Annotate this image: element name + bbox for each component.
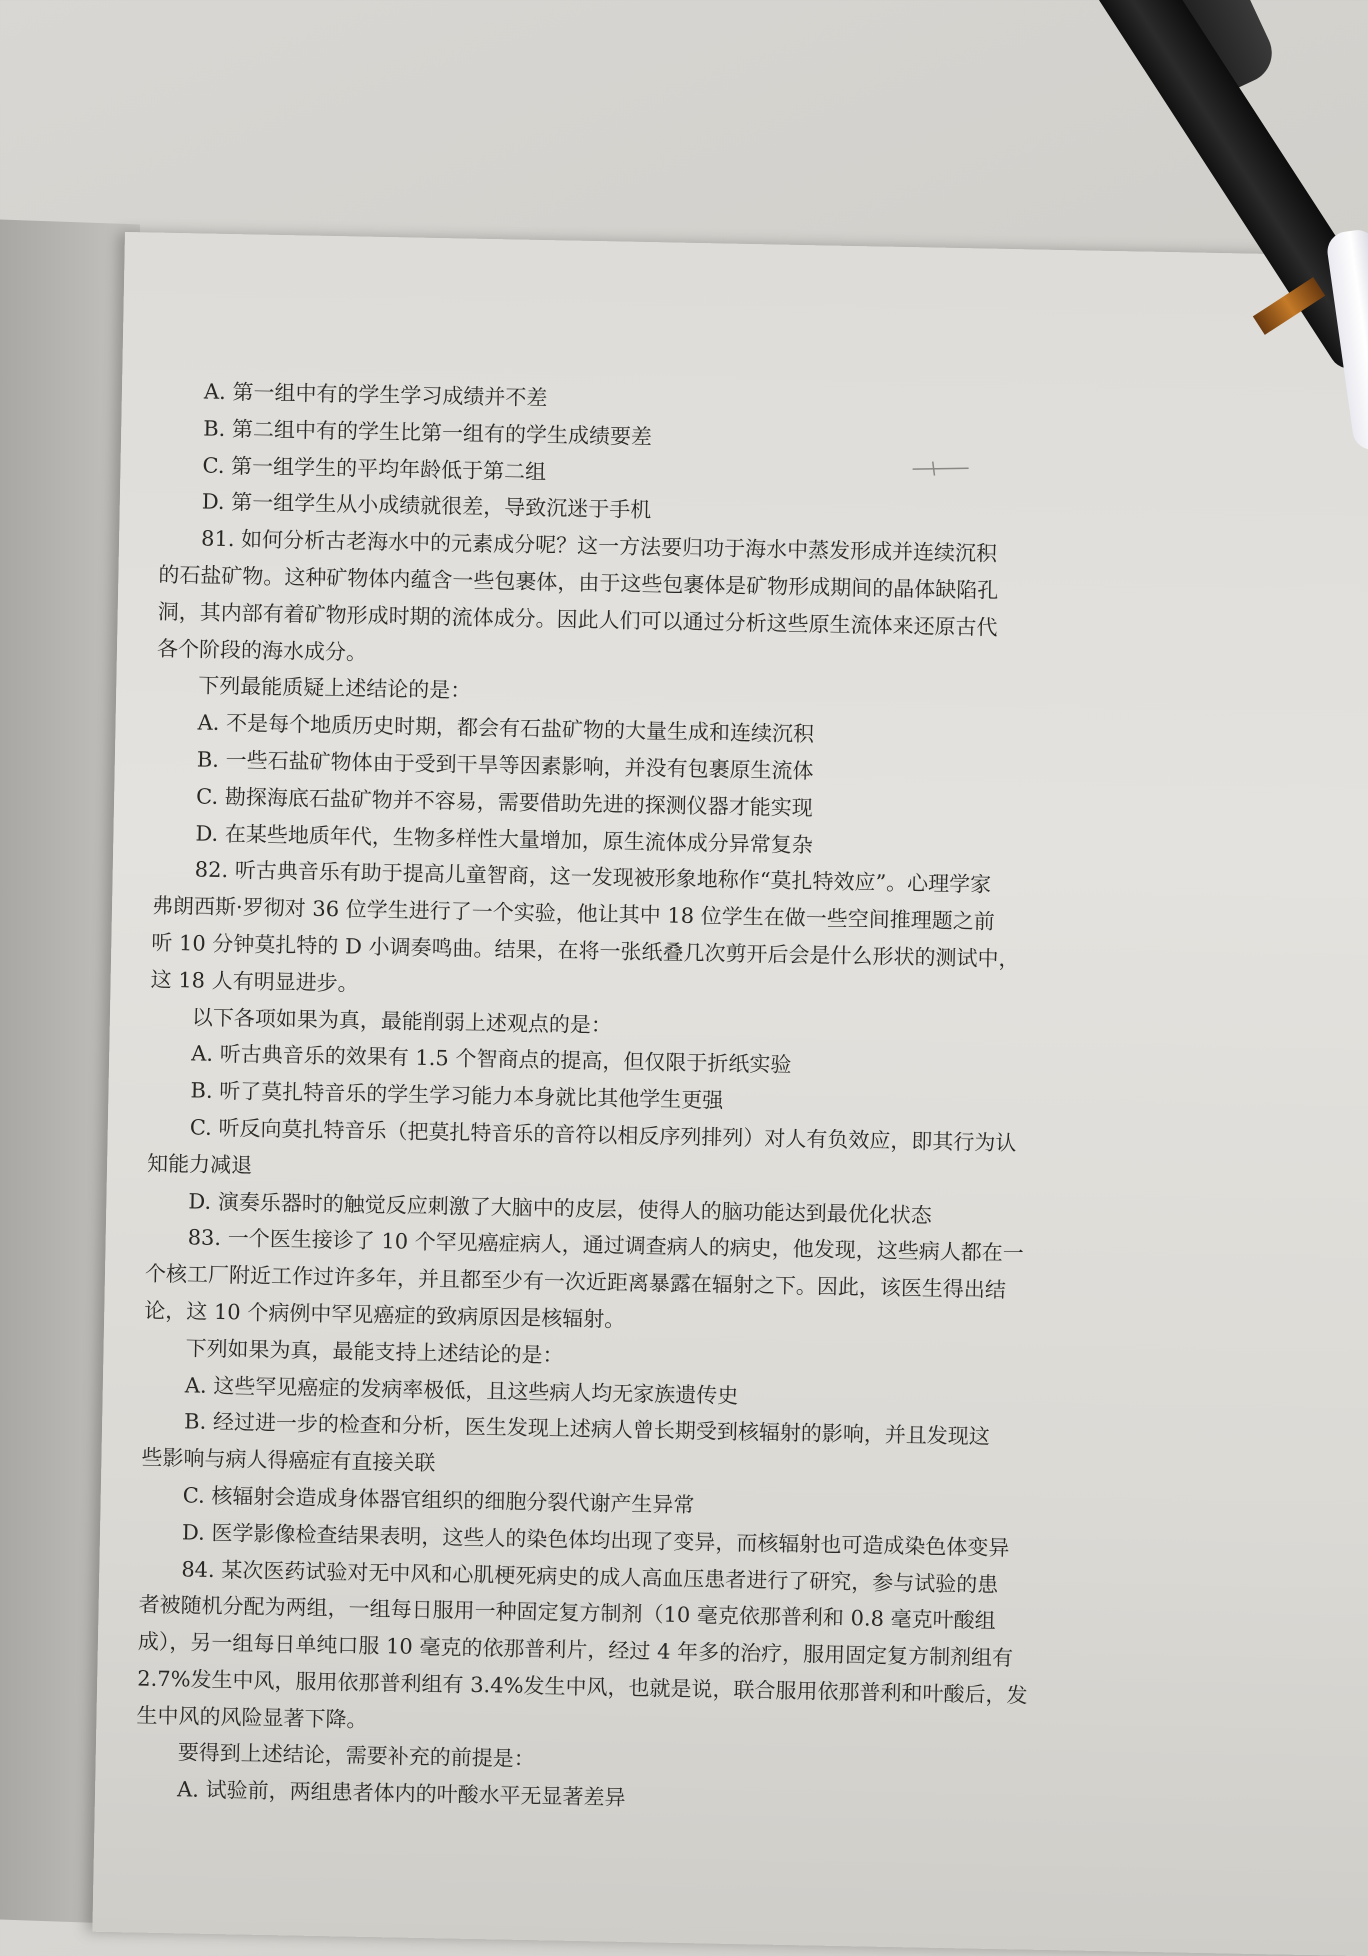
text-line: 论，这 10 个病例中罕见癌症的致病原因是核辐射。 [144, 1298, 626, 1332]
text-line: 生中风的风险显著下降。 [136, 1703, 368, 1732]
text-line: 83. 一个医生接诊了 10 个罕见癌症病人，通过调查病人的病史，他发现，这些病人都在一 [187, 1225, 1024, 1266]
text-line: 以下各项如果为真，最能削弱上述观点的是： [191, 1004, 613, 1038]
text-line: C. 第一组学生的平均年龄低于第二组 [202, 453, 547, 484]
text-line: A. 试验前，两组患者体内的叶酸水平无显著差异 [176, 1777, 626, 1811]
text-line: B. 经过进一步的检查和分析，医生发现上述病人曾长期受到核辐射的影响，并且发现这 [183, 1409, 991, 1450]
text-line: 下列如果为真，最能支持上述结论的是： [185, 1336, 564, 1368]
text-line: 洞，其内部有着矿物形成时期的流体成分。因此人们可以通过分析这些原生流体来还原古代 [157, 599, 998, 640]
text-line: D. 在某些地质年代，生物多样性大量增加，原生流体成分异常复杂 [195, 821, 814, 857]
text-line: A. 不是每个地质历史时期，都会有石盐矿物的大量生成和连续沉积 [197, 710, 815, 747]
text-line: 者被随机分配为两组，一组每日服用一种固定复方制剂（10 毫克依那普利和 0.8 毫克叶酸组 [138, 1592, 996, 1634]
text-line: 些影响与病人得癌症有直接关联 [141, 1445, 436, 1476]
text-line: 这 18 人有明显进步。 [150, 967, 359, 996]
text-line: 81. 如何分析古老海水中的元素成分呢？这一方法要归功于海水中蒸发形成并连续沉积 [200, 526, 998, 566]
text-line: B. 听了莫扎特音乐的学生学习能力本身就比其他学生更强 [190, 1078, 724, 1113]
text-line: 成），另一组每日单纯口服 10 毫克的依那普利片，经过 4 年多的治疗，服用固定复方制剂组有 [137, 1629, 1014, 1671]
text-line: A. 听古典音乐的效果有 1.5 个智商点的提高，但仅限于折纸实验 [191, 1041, 792, 1078]
text-line: A. 这些罕见癌症的发病率极低，且这些病人均无家族遗传史 [184, 1372, 739, 1408]
text-line: 84. 某次医药试验对无中风和心肌梗死病史的成人高血压患者进行了研究，参与试验的患 [181, 1556, 999, 1597]
page-text [135, 373, 1192, 1828]
text-line: 2.7%发生中风，服用依那普利组有 3.4%发生中风，也就是说，联合服用依那普利和叶酸后，发 [137, 1666, 1028, 1708]
text-line: C. 勘探海底石盐矿物并不容易，需要借助先进的探测仪器才能实现 [195, 784, 813, 821]
text-line: 各个阶段的海水成分。 [156, 636, 368, 665]
text-line: A. 第一组中有的学生学习成绩并不差 [203, 379, 548, 411]
text-line: 弗朗西斯·罗彻对 36 位学生进行了一个实验，他让其中 18 位学生在做一些空间推理题之前 [151, 893, 995, 934]
text-line: 的石盐矿物。这种矿物体内蕴含一些包裹体，由于这些包裹体是矿物形成期间的晶体缺陷孔 [158, 562, 999, 603]
book-page [92, 232, 1368, 1956]
text-line: D. 演奏乐器时的触觉反应刺激了大脑中的皮层，使得人的脑功能达到最优化状态 [188, 1188, 932, 1228]
text-line: 听 10 分钟莫扎特的 D 小调奏鸣曲。结果，在将一张纸叠几次剪开后会是什么形状的测试中， [151, 930, 1020, 972]
text-line: B. 一些石盐矿物体由于受到干旱等因素影响，并没有包裹原生流体 [196, 747, 814, 784]
text-line: 要得到上述结论，需要补充的前提是： [177, 1740, 535, 1772]
text-line: 知能力减退 [146, 1151, 253, 1178]
text-line: C. 核辐射会造成身体器官组织的细胞分裂代谢产生异常 [182, 1483, 695, 1518]
text-line: 下列最能质疑上述结论的是： [198, 673, 472, 704]
text-line: 个核工厂附近工作过许多年，并且都至少有一次近距离暴露在辐射之下。因此，该医生得出结 [144, 1261, 1007, 1303]
text-line: D. 医学影像检查结果表明，这些人的染色体均出现了变异，而核辐射也可造成染色体变异 [181, 1520, 1010, 1560]
text-line: C. 听反向莫扎特音乐（把莫扎特音乐的音符以相反序列排列）对人有负效应，即其行为认 [189, 1115, 1017, 1156]
text-line: 82. 听古典音乐有助于提高儿童智商，这一发现被形象地称作“莫扎特效应”。心理学家 [194, 857, 992, 898]
text-line: D. 第一组学生从小成绩就很差，导致沉迷于手机 [201, 489, 652, 523]
text-line: B. 第二组中有的学生比第一组有的学生成绩要差 [203, 416, 653, 449]
